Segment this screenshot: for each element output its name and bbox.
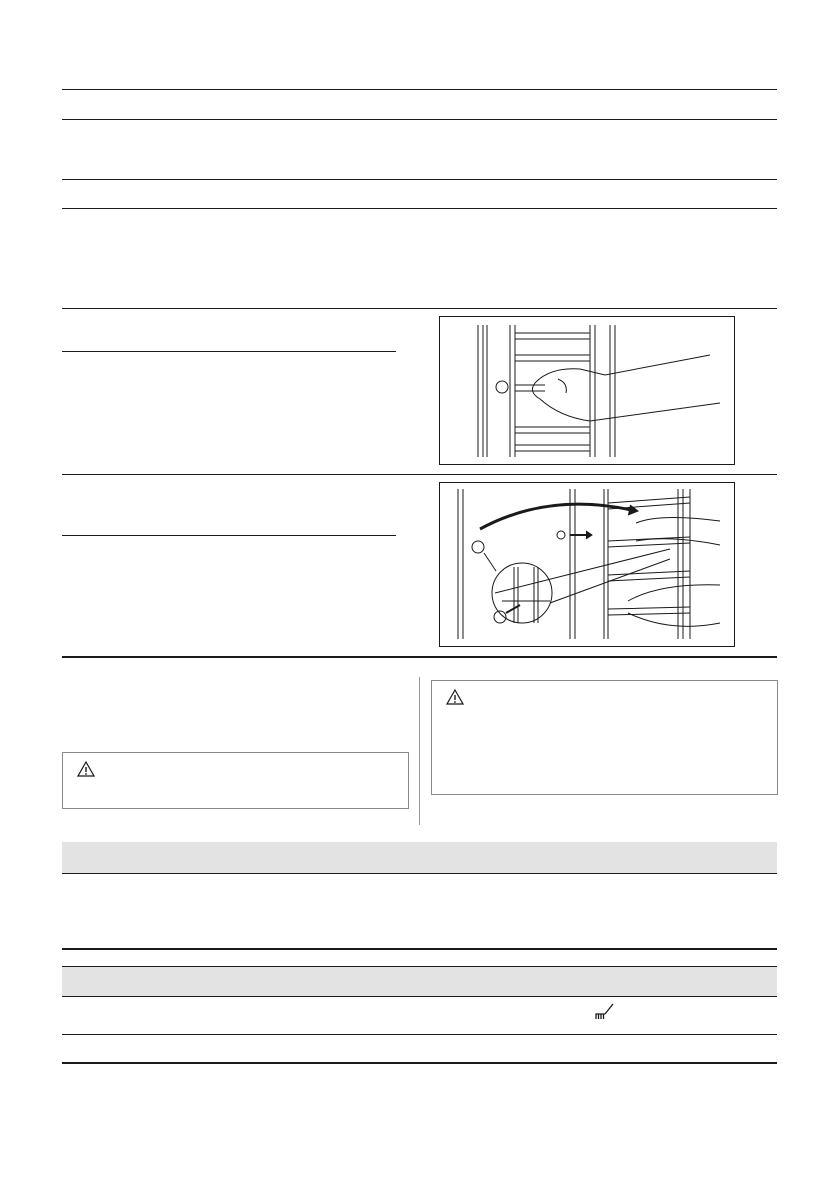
table-row-divider bbox=[62, 119, 777, 120]
section-bottom-rule bbox=[62, 948, 777, 950]
table-top-rule bbox=[62, 966, 777, 967]
table-top-rule bbox=[62, 89, 777, 90]
warning-triangle-icon bbox=[77, 761, 95, 777]
table-header-bar bbox=[62, 966, 777, 996]
warning-triangle-icon bbox=[446, 689, 464, 705]
step-divider bbox=[62, 351, 396, 352]
step-divider bbox=[62, 535, 396, 536]
table-row-divider bbox=[62, 474, 777, 475]
shelf-support-removal-drawing bbox=[440, 317, 734, 464]
table-bottom-rule bbox=[62, 656, 777, 658]
grill-rack-icon bbox=[594, 1003, 618, 1021]
warning-box-left bbox=[62, 752, 409, 809]
table-row-divider bbox=[62, 308, 777, 309]
column-separator bbox=[419, 677, 420, 825]
table-row-divider bbox=[62, 208, 777, 209]
warning-box-right bbox=[431, 680, 778, 795]
table-row-divider bbox=[62, 179, 777, 180]
shelf-support-rear-removal-figure bbox=[439, 482, 735, 647]
section-header-bar bbox=[62, 842, 777, 873]
shelf-support-rear-removal-drawing bbox=[440, 483, 734, 646]
table-row-divider bbox=[62, 1034, 777, 1035]
table-bottom-rule bbox=[62, 1062, 777, 1064]
table-header-rule bbox=[62, 996, 777, 997]
section-header-rule bbox=[62, 873, 777, 874]
shelf-support-removal-figure bbox=[439, 316, 735, 465]
